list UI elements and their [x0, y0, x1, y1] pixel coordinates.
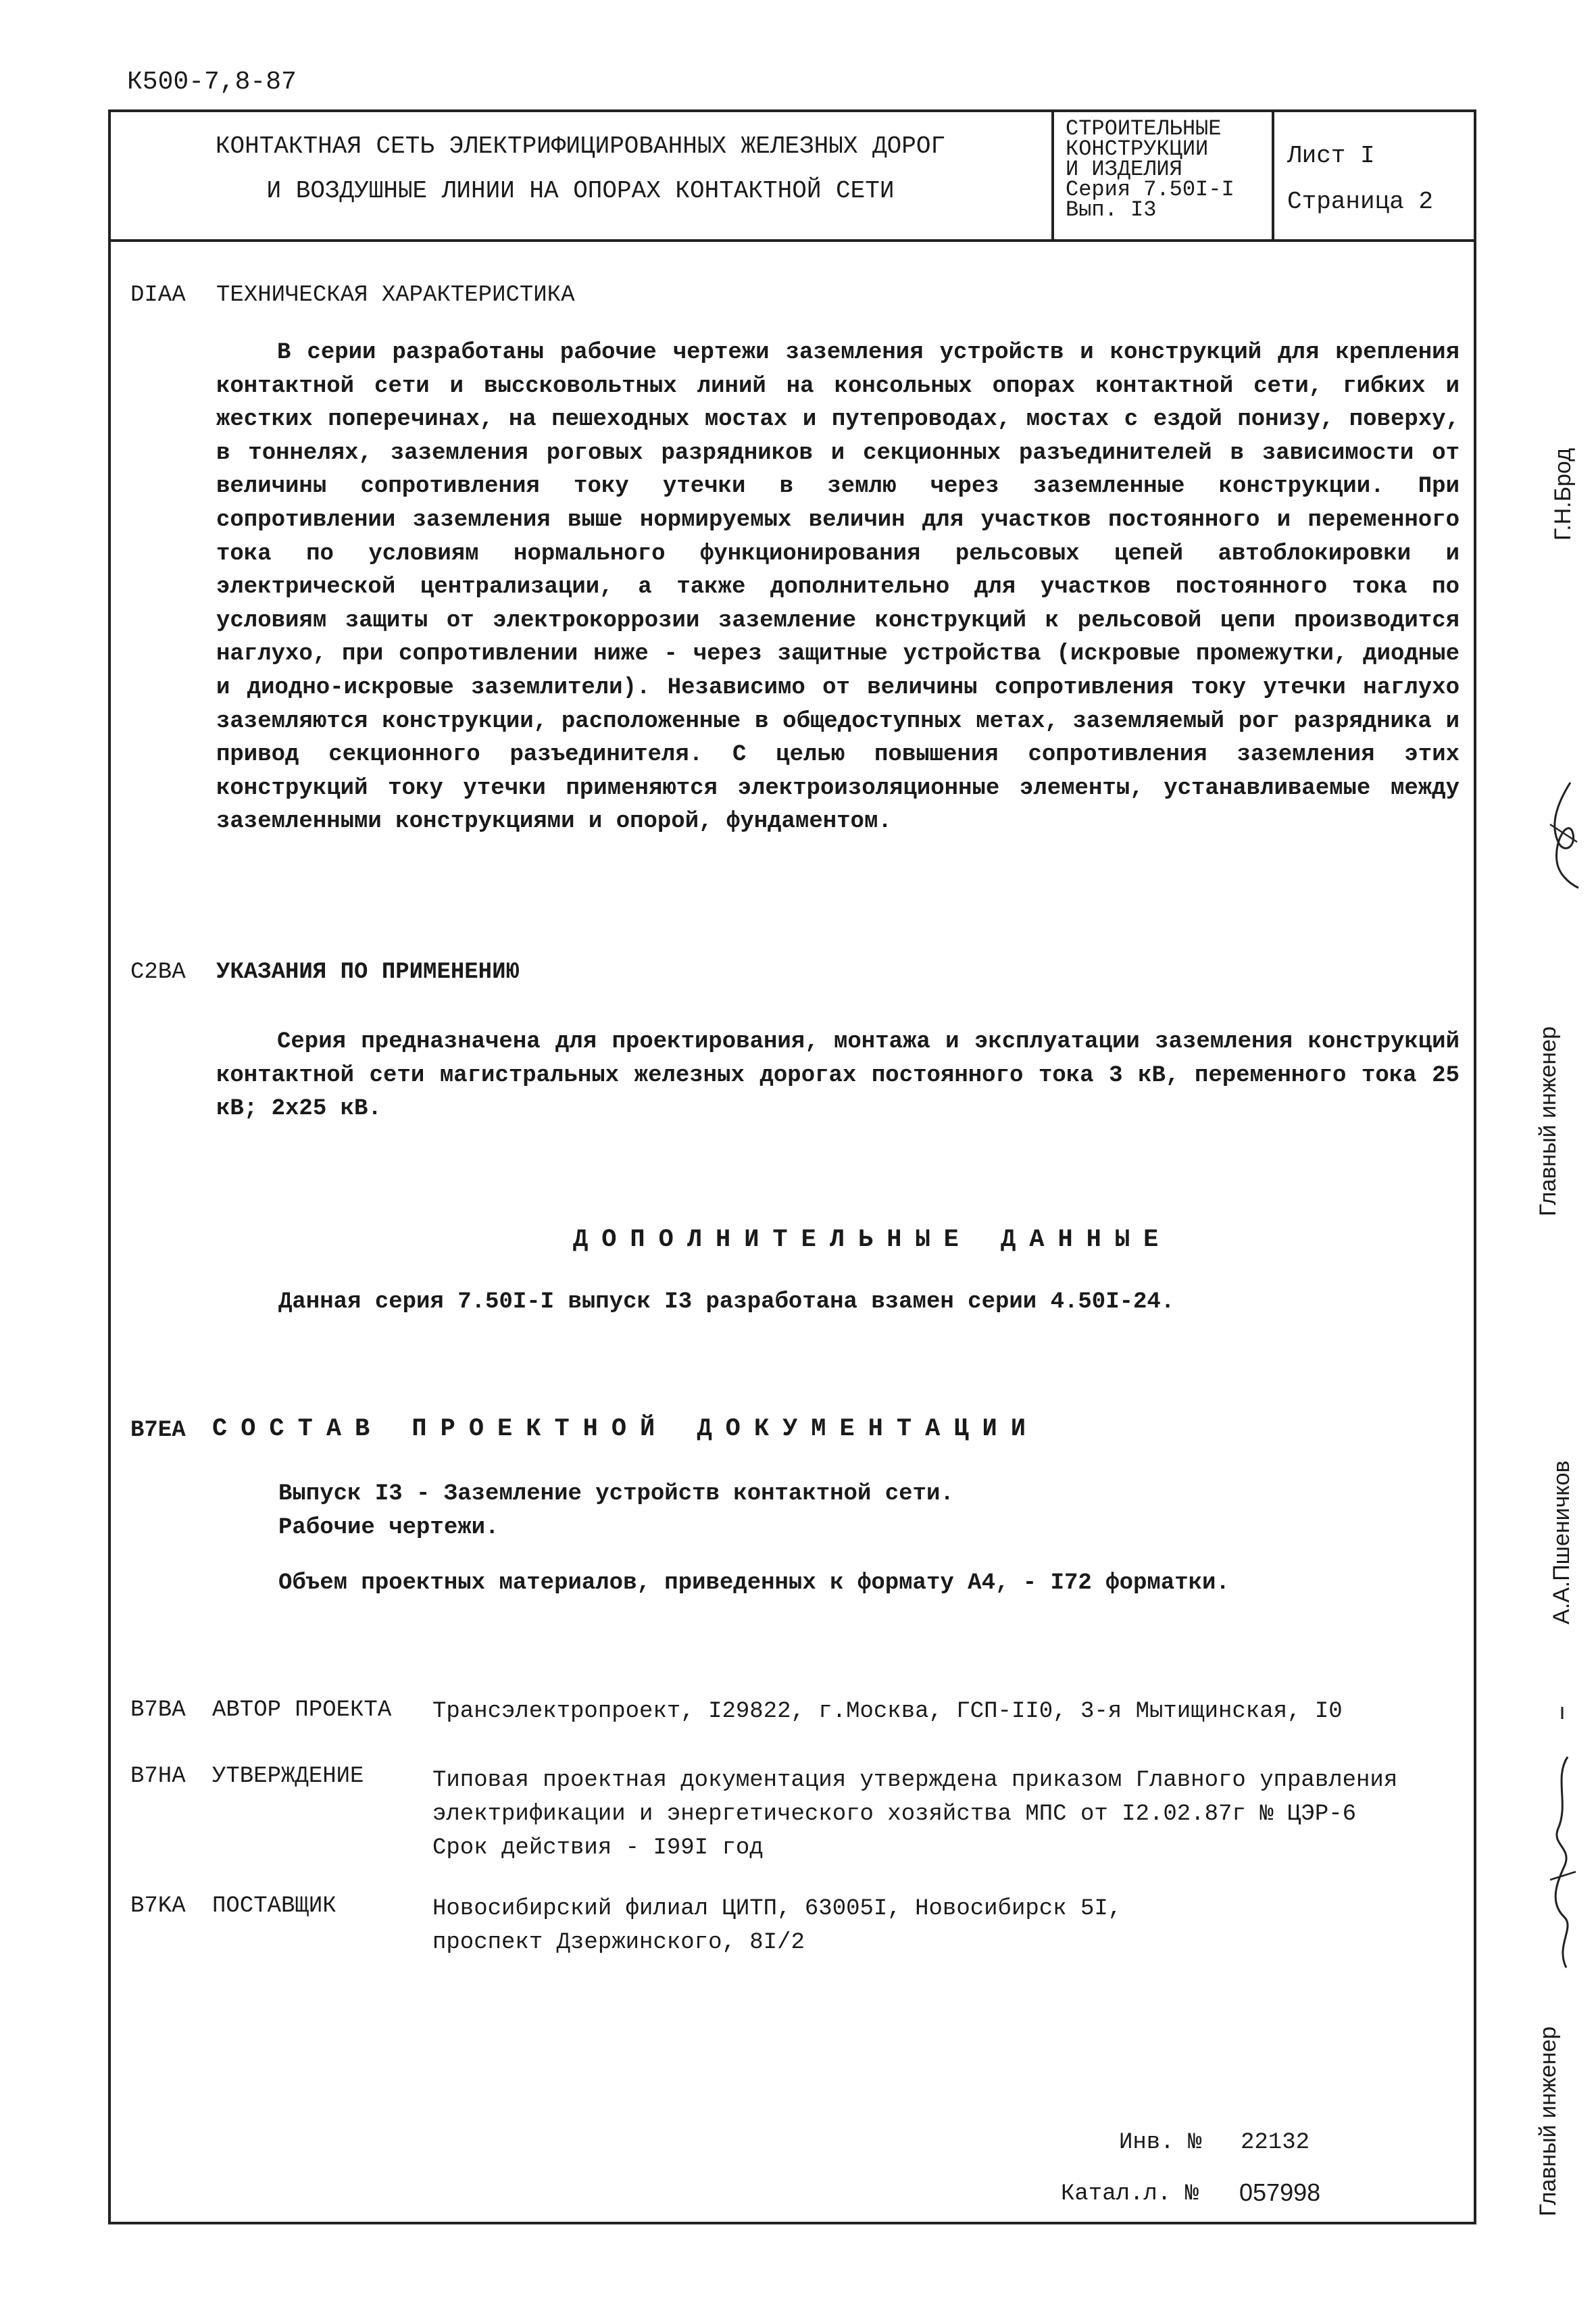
supplier-line1: Новосибирский филиал ЦИТП, 63005I, Новосибирск 5I,	[432, 1896, 1122, 1922]
category-line: Серия 7.50I-I	[1066, 177, 1235, 202]
extra-text: Данная серия 7.50I-I выпуск I3 разработана взамен серии 4.50I-24.	[278, 1289, 1175, 1315]
section-heading-usage: УКАЗАНИЯ ПО ПРИМЕНЕНИЮ	[216, 960, 520, 985]
supplier-label: ПОСТАВЩИК	[212, 1893, 336, 1919]
tech-text: В серии разработаны рабочие чертежи заземления устройств и конструкций для крепления контактной сети и выссковольтных линий на консольных опорах контактной сети, гибких и жестких поперечинах, на пешеходных мостах и путепроводах, мостах с ездой понизу, поверху, в тоннелях, заземления роговых разрядников и секционных разъединителей в зависимости от величины сопротивления току утечки в землю через заземленные конструкции. При сопротивлении заземления выше нормируемых величин для участков постоянного и переменного тока по условиям нормального функционирования рельсовых цепей автоблокировки и электрической централизации, а также дополнительно для участков постоянного тока по условиям защиты от электрокоррозии заземление конструкций к рельсовой цепи производится наглухо, при сопротивлении ниже - через защитные устройства (искровые промежутки, диодные и диодно-искровые заземлители). Независимо от величины сопротивления току утечки наглухо заземляются конструкции, расположенные в общедоступных метах, заземляемый рог разрядника и привод секционного разъединителя. С целью повышения сопротивления заземления этих конструкций току утечки применяются электроизоляционные элементы, устанавливаемые между заземленными конструкциями и опорой, фундаментом.	[216, 340, 1460, 835]
margin-role-2: Главный инженер	[1535, 2026, 1561, 2216]
supplier-line2: проспект Дзержинского, 8I/2	[432, 1930, 805, 1956]
section-code-composition: B7EA	[130, 1418, 186, 1443]
catalog-label: Катал.л. №	[1061, 2181, 1199, 2207]
document-code: К500-7,8-87	[127, 68, 297, 97]
header-divider-1	[1051, 109, 1054, 242]
margin-name-pshenichkov: А.А.Пшеничков	[1549, 1460, 1574, 1624]
inventory-label: Инв. №	[1119, 2130, 1202, 2156]
header-title-line2: И ВОЗДУШНЫЕ ЛИНИИ НА ОПОРАХ КОНТАКТНОЙ СЕТИ	[266, 177, 895, 205]
header-category	[1066, 116, 1235, 222]
author-text: Трансэлектропроект, I29822, г.Москва, ГСП-II0, 3-я Мытищинская, I0	[432, 1699, 1343, 1724]
composition-line3: Объем проектных материалов, приведенных к формату А4, - I72 форматки.	[278, 1570, 1230, 1596]
extra-heading: ДОПОЛНИТЕЛЬНЫЕ ДАННЫЕ	[573, 1226, 1172, 1254]
approval-line1: Типовая проектная документация утверждена приказом Главного управления	[432, 1768, 1398, 1793]
section-code-usage: C2BA	[130, 960, 186, 985]
usage-text: Серия предназначена для проектирования, монтажа и эксплуатации заземления конструкций контактной сети магистральных железных дорогах постоянного тока 3 кВ, переменного тока 25 кВ; 2х25 кВ.	[216, 1029, 1460, 1122]
usage-paragraph	[216, 1026, 1460, 1126]
header-divider-2	[1272, 109, 1274, 242]
composition-line1: Выпуск I3 - Заземление устройств контактной сети.	[278, 1481, 954, 1507]
approval-label: УТВЕРЖДЕНИЕ	[212, 1764, 364, 1789]
composition-line2: Рабочие чертежи.	[278, 1515, 499, 1541]
signature-icon	[1543, 777, 1584, 892]
margin-name-brod: Г.Н.Брод	[1550, 448, 1576, 541]
author-label: АВТОР ПРОЕКТА	[212, 1697, 392, 1723]
category-line: Вып. I3	[1066, 197, 1157, 222]
section-code-approval: B7HA	[130, 1764, 186, 1789]
approval-line3: Срок действия - I99I год	[432, 1835, 764, 1861]
header-title-line1: КОНТАКТНАЯ СЕТЬ ЭЛЕКТРИФИЦИРОВАННЫХ ЖЕЛЕЗНЫХ ДОРОГ	[215, 132, 946, 160]
margin-role-1: Главный инженер	[1535, 1026, 1561, 1216]
sheet-number: Лист I	[1287, 142, 1375, 170]
catalog-number: 057998	[1239, 2179, 1321, 2206]
page-number: Страница 2	[1287, 188, 1434, 216]
inventory-number: 22132	[1241, 2130, 1310, 2156]
composition-heading: СОСТАВ ПРОЕКТНОЙ ДОКУМЕНТАЦИИ	[212, 1415, 1039, 1443]
signature-icon	[1542, 1703, 1582, 1973]
section-code-author: B7BA	[130, 1697, 186, 1723]
section-heading-tech: ТЕХНИЧЕСКАЯ ХАРАКТЕРИСТИКА	[216, 282, 575, 308]
category-line: КОНСТРУКЦИИ	[1066, 136, 1209, 161]
category-line: СТРОИТЕЛЬНЫЕ	[1066, 116, 1222, 141]
approval-line2: электрификации и энергетического хозяйства МПС от I2.02.87г № ЦЭР-6	[432, 1801, 1357, 1827]
section-code-tech: DIAA	[130, 282, 186, 308]
section-code-supplier: B7KA	[130, 1893, 186, 1919]
category-line: И ИЗДЕЛИЯ	[1066, 157, 1182, 182]
tech-paragraph	[216, 337, 1460, 839]
